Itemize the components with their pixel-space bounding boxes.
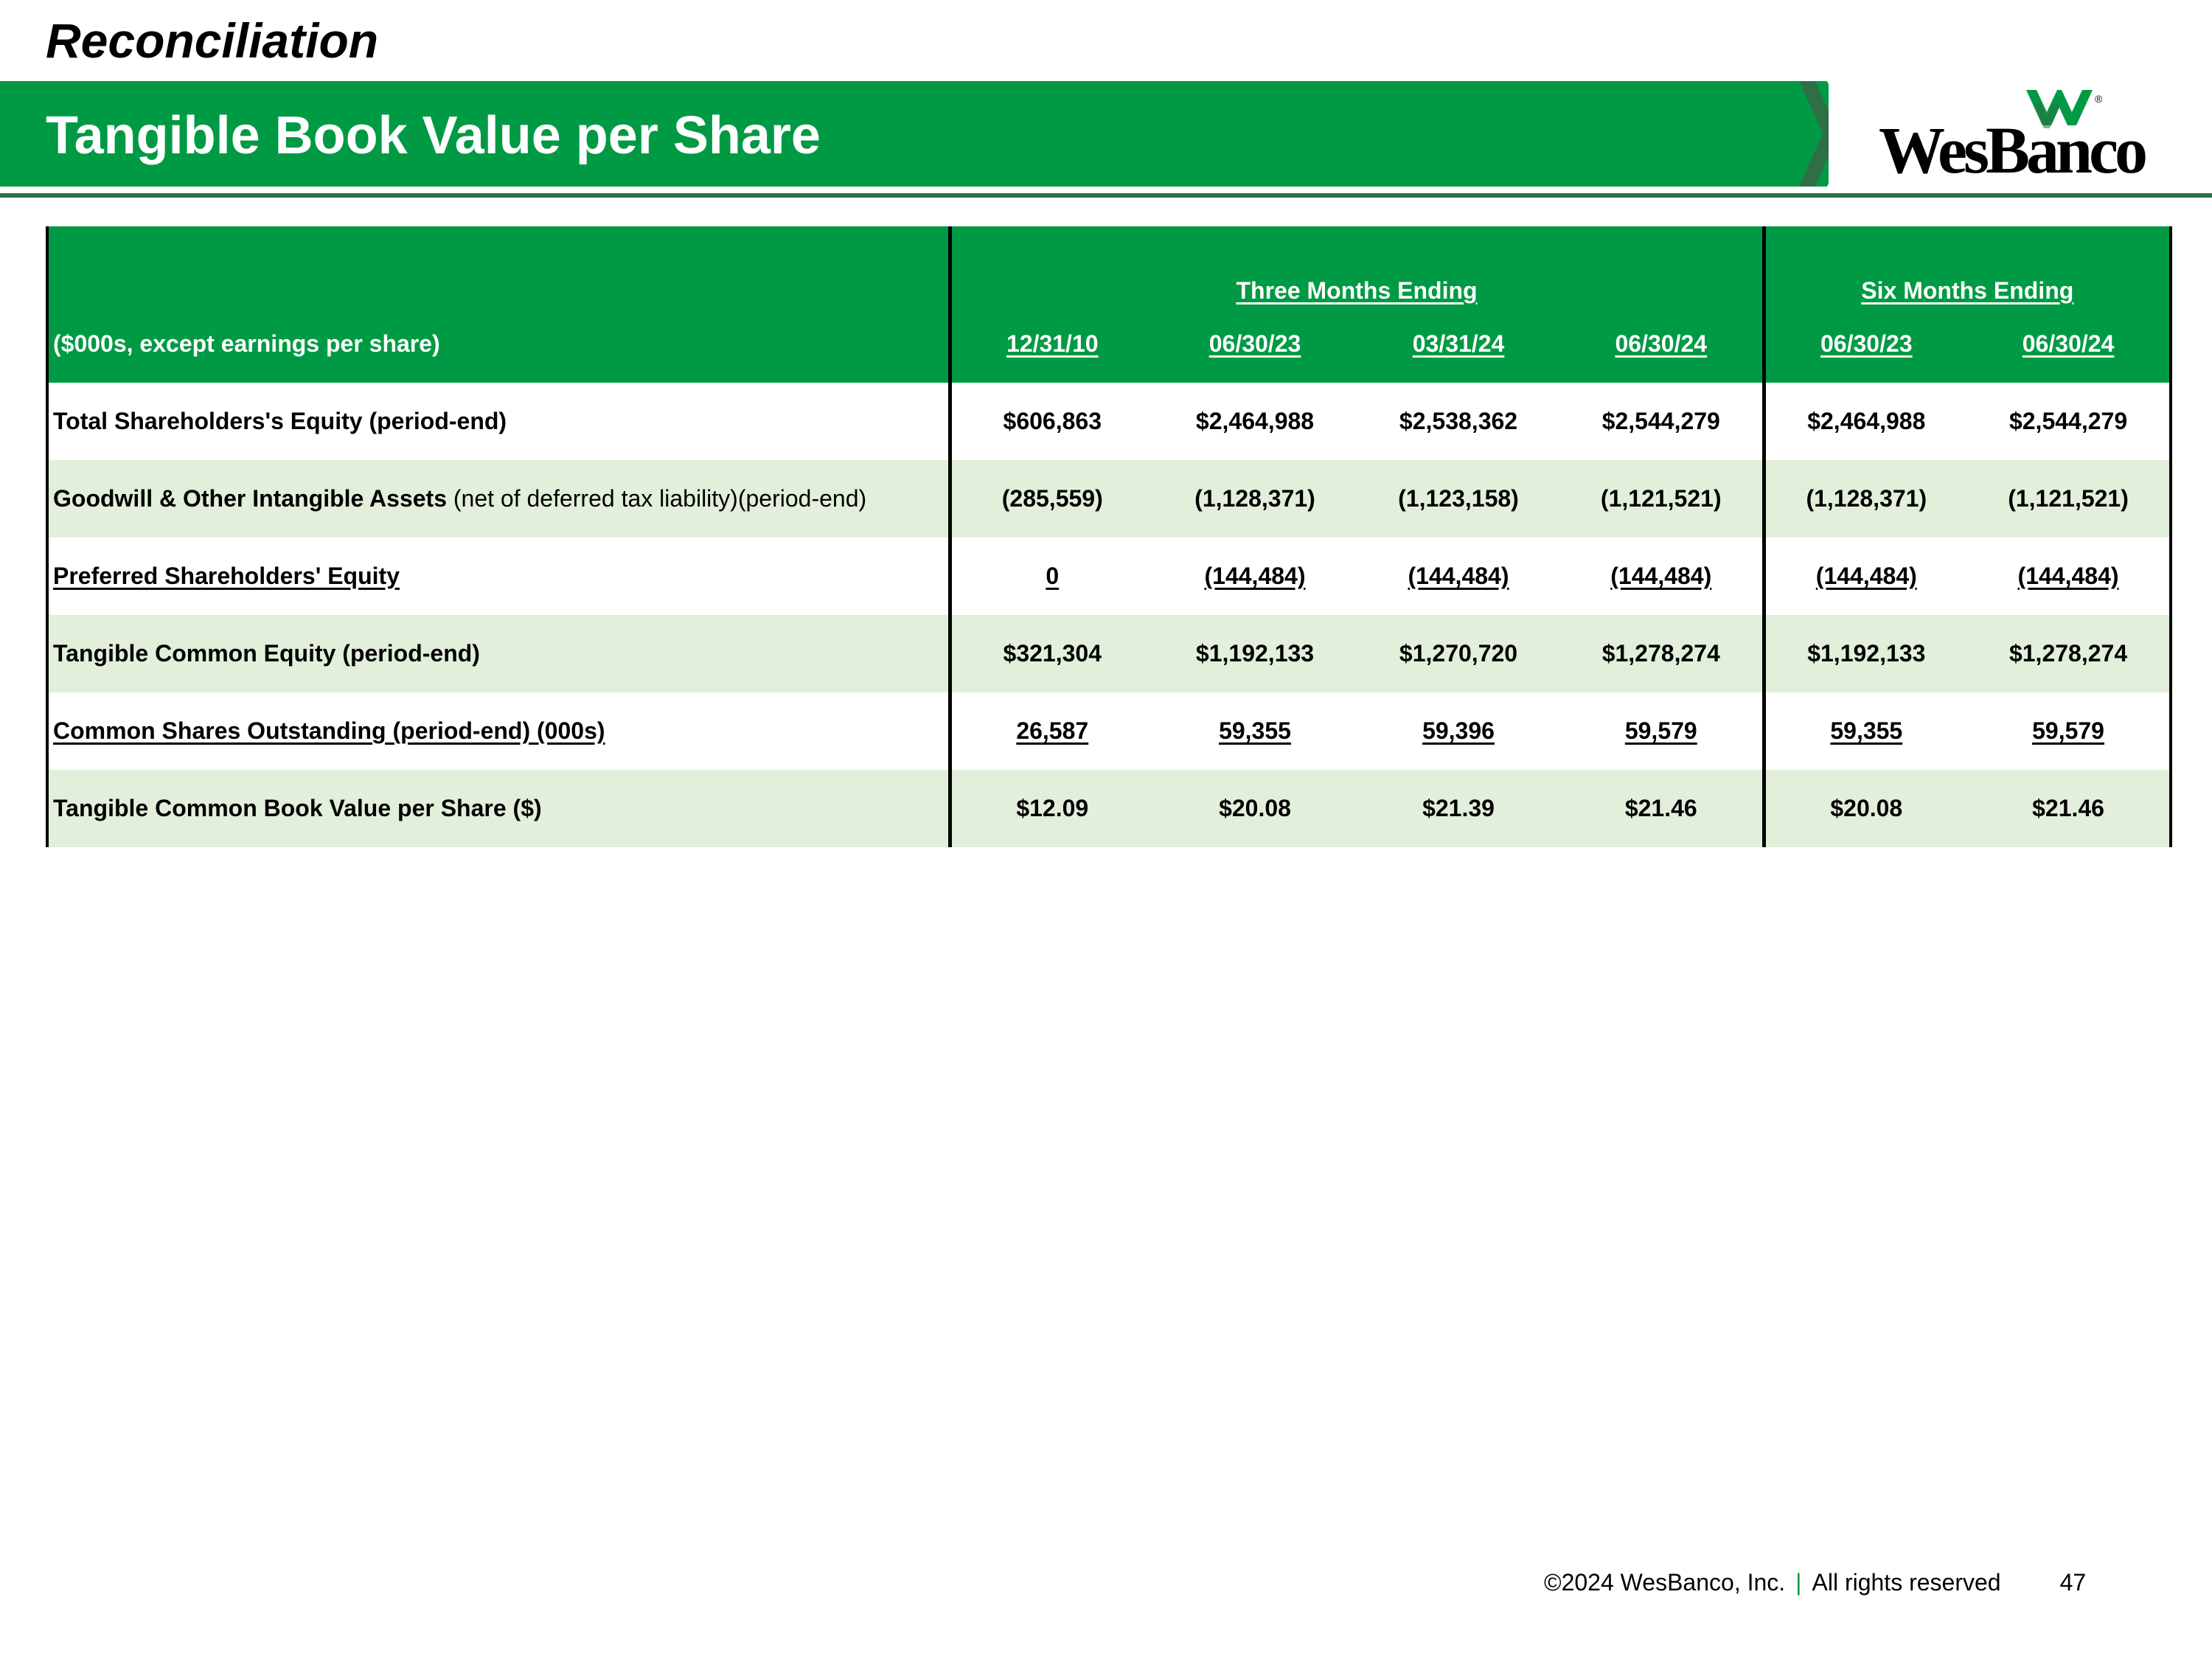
table-cell: 0 — [950, 538, 1153, 615]
header-rule — [0, 193, 2212, 198]
table-cell: $1,270,720 — [1357, 615, 1560, 692]
units-label: ($000s, except earnings per share) — [47, 305, 950, 383]
table-cell: $1,278,274 — [1967, 615, 2171, 692]
section-title: Reconciliation — [46, 13, 379, 68]
table-cell: $2,544,279 — [1967, 383, 2171, 460]
table-cell: (285,559) — [950, 460, 1153, 538]
reconciliation-table — [46, 226, 2172, 847]
footer-rights: All rights reserved — [1812, 1569, 2001, 1596]
table-row — [47, 770, 2171, 847]
table-cell: (1,128,371) — [1764, 460, 1967, 538]
table-cell: 59,579 — [1560, 692, 1764, 770]
table-cell: $2,538,362 — [1357, 383, 1560, 460]
table-cell: $2,544,279 — [1560, 383, 1764, 460]
page-number: 47 — [2059, 1569, 2087, 1596]
table-cell: $1,192,133 — [1764, 615, 1967, 692]
table-cell: $20.08 — [1153, 770, 1357, 847]
page-title: Tangible Book Value per Share — [46, 105, 821, 165]
table-row — [47, 460, 2171, 538]
wesbanco-logo — [1879, 87, 2145, 187]
logo-wordmark: WesBanco — [1879, 114, 2145, 187]
table-row — [47, 615, 2171, 692]
table-cell: (144,484) — [1357, 538, 1560, 615]
table-cell: (144,484) — [1764, 538, 1967, 615]
table-cell: (1,123,158) — [1357, 460, 1560, 538]
footer-separator: | — [1795, 1569, 1802, 1596]
footer — [1544, 1569, 2086, 1596]
row-label: Goodwill & Other Intangible Assets (net of deferred tax liability)(period-end) — [47, 460, 950, 538]
table-cell: (144,484) — [1560, 538, 1764, 615]
column-header: 06/30/24 — [1967, 305, 2171, 383]
table-cell: $1,192,133 — [1153, 615, 1357, 692]
table-cell: $12.09 — [950, 770, 1153, 847]
three-months-header: Three Months Ending — [950, 226, 1764, 305]
table-cell: $2,464,988 — [1153, 383, 1357, 460]
column-header: 03/31/24 — [1357, 305, 1560, 383]
row-label: Tangible Common Equity (period-end) — [47, 615, 950, 692]
footer-copyright: ©2024 WesBanco, Inc. — [1544, 1569, 1786, 1596]
table-cell: (1,121,521) — [1560, 460, 1764, 538]
table-cell: $2,464,988 — [1764, 383, 1967, 460]
column-header: 06/30/24 — [1560, 305, 1764, 383]
table-cell: 26,587 — [950, 692, 1153, 770]
row-label: Common Shares Outstanding (period-end) (000s) — [47, 692, 950, 770]
row-label: Tangible Common Book Value per Share ($) — [47, 770, 950, 847]
table-cell: (144,484) — [1153, 538, 1357, 615]
row-label: Preferred Shareholders' Equity — [47, 538, 950, 615]
column-header-row — [47, 305, 2171, 383]
table-cell: $20.08 — [1764, 770, 1967, 847]
table-cell: $321,304 — [950, 615, 1153, 692]
table-cell: 59,579 — [1967, 692, 2171, 770]
table-row — [47, 383, 2171, 460]
table-cell: $606,863 — [950, 383, 1153, 460]
table-cell: (1,121,521) — [1967, 460, 2171, 538]
table-cell: $21.46 — [1967, 770, 2171, 847]
table-row — [47, 538, 2171, 615]
column-header: 06/30/23 — [1764, 305, 1967, 383]
group-header-row — [47, 226, 2171, 305]
six-months-header: Six Months Ending — [1764, 226, 2171, 305]
table-row — [47, 692, 2171, 770]
table-cell: $1,278,274 — [1560, 615, 1764, 692]
column-header: 06/30/23 — [1153, 305, 1357, 383]
table-cell: 59,396 — [1357, 692, 1560, 770]
table-cell: (1,128,371) — [1153, 460, 1357, 538]
logo-registered-mark: ® — [2095, 93, 2103, 105]
table-cell: 59,355 — [1764, 692, 1967, 770]
column-header: 12/31/10 — [950, 305, 1153, 383]
table-cell: $21.46 — [1560, 770, 1764, 847]
table-cell: $21.39 — [1357, 770, 1560, 847]
table-cell: (144,484) — [1967, 538, 2171, 615]
table-cell: 59,355 — [1153, 692, 1357, 770]
row-label: Total Shareholders's Equity (period-end) — [47, 383, 950, 460]
